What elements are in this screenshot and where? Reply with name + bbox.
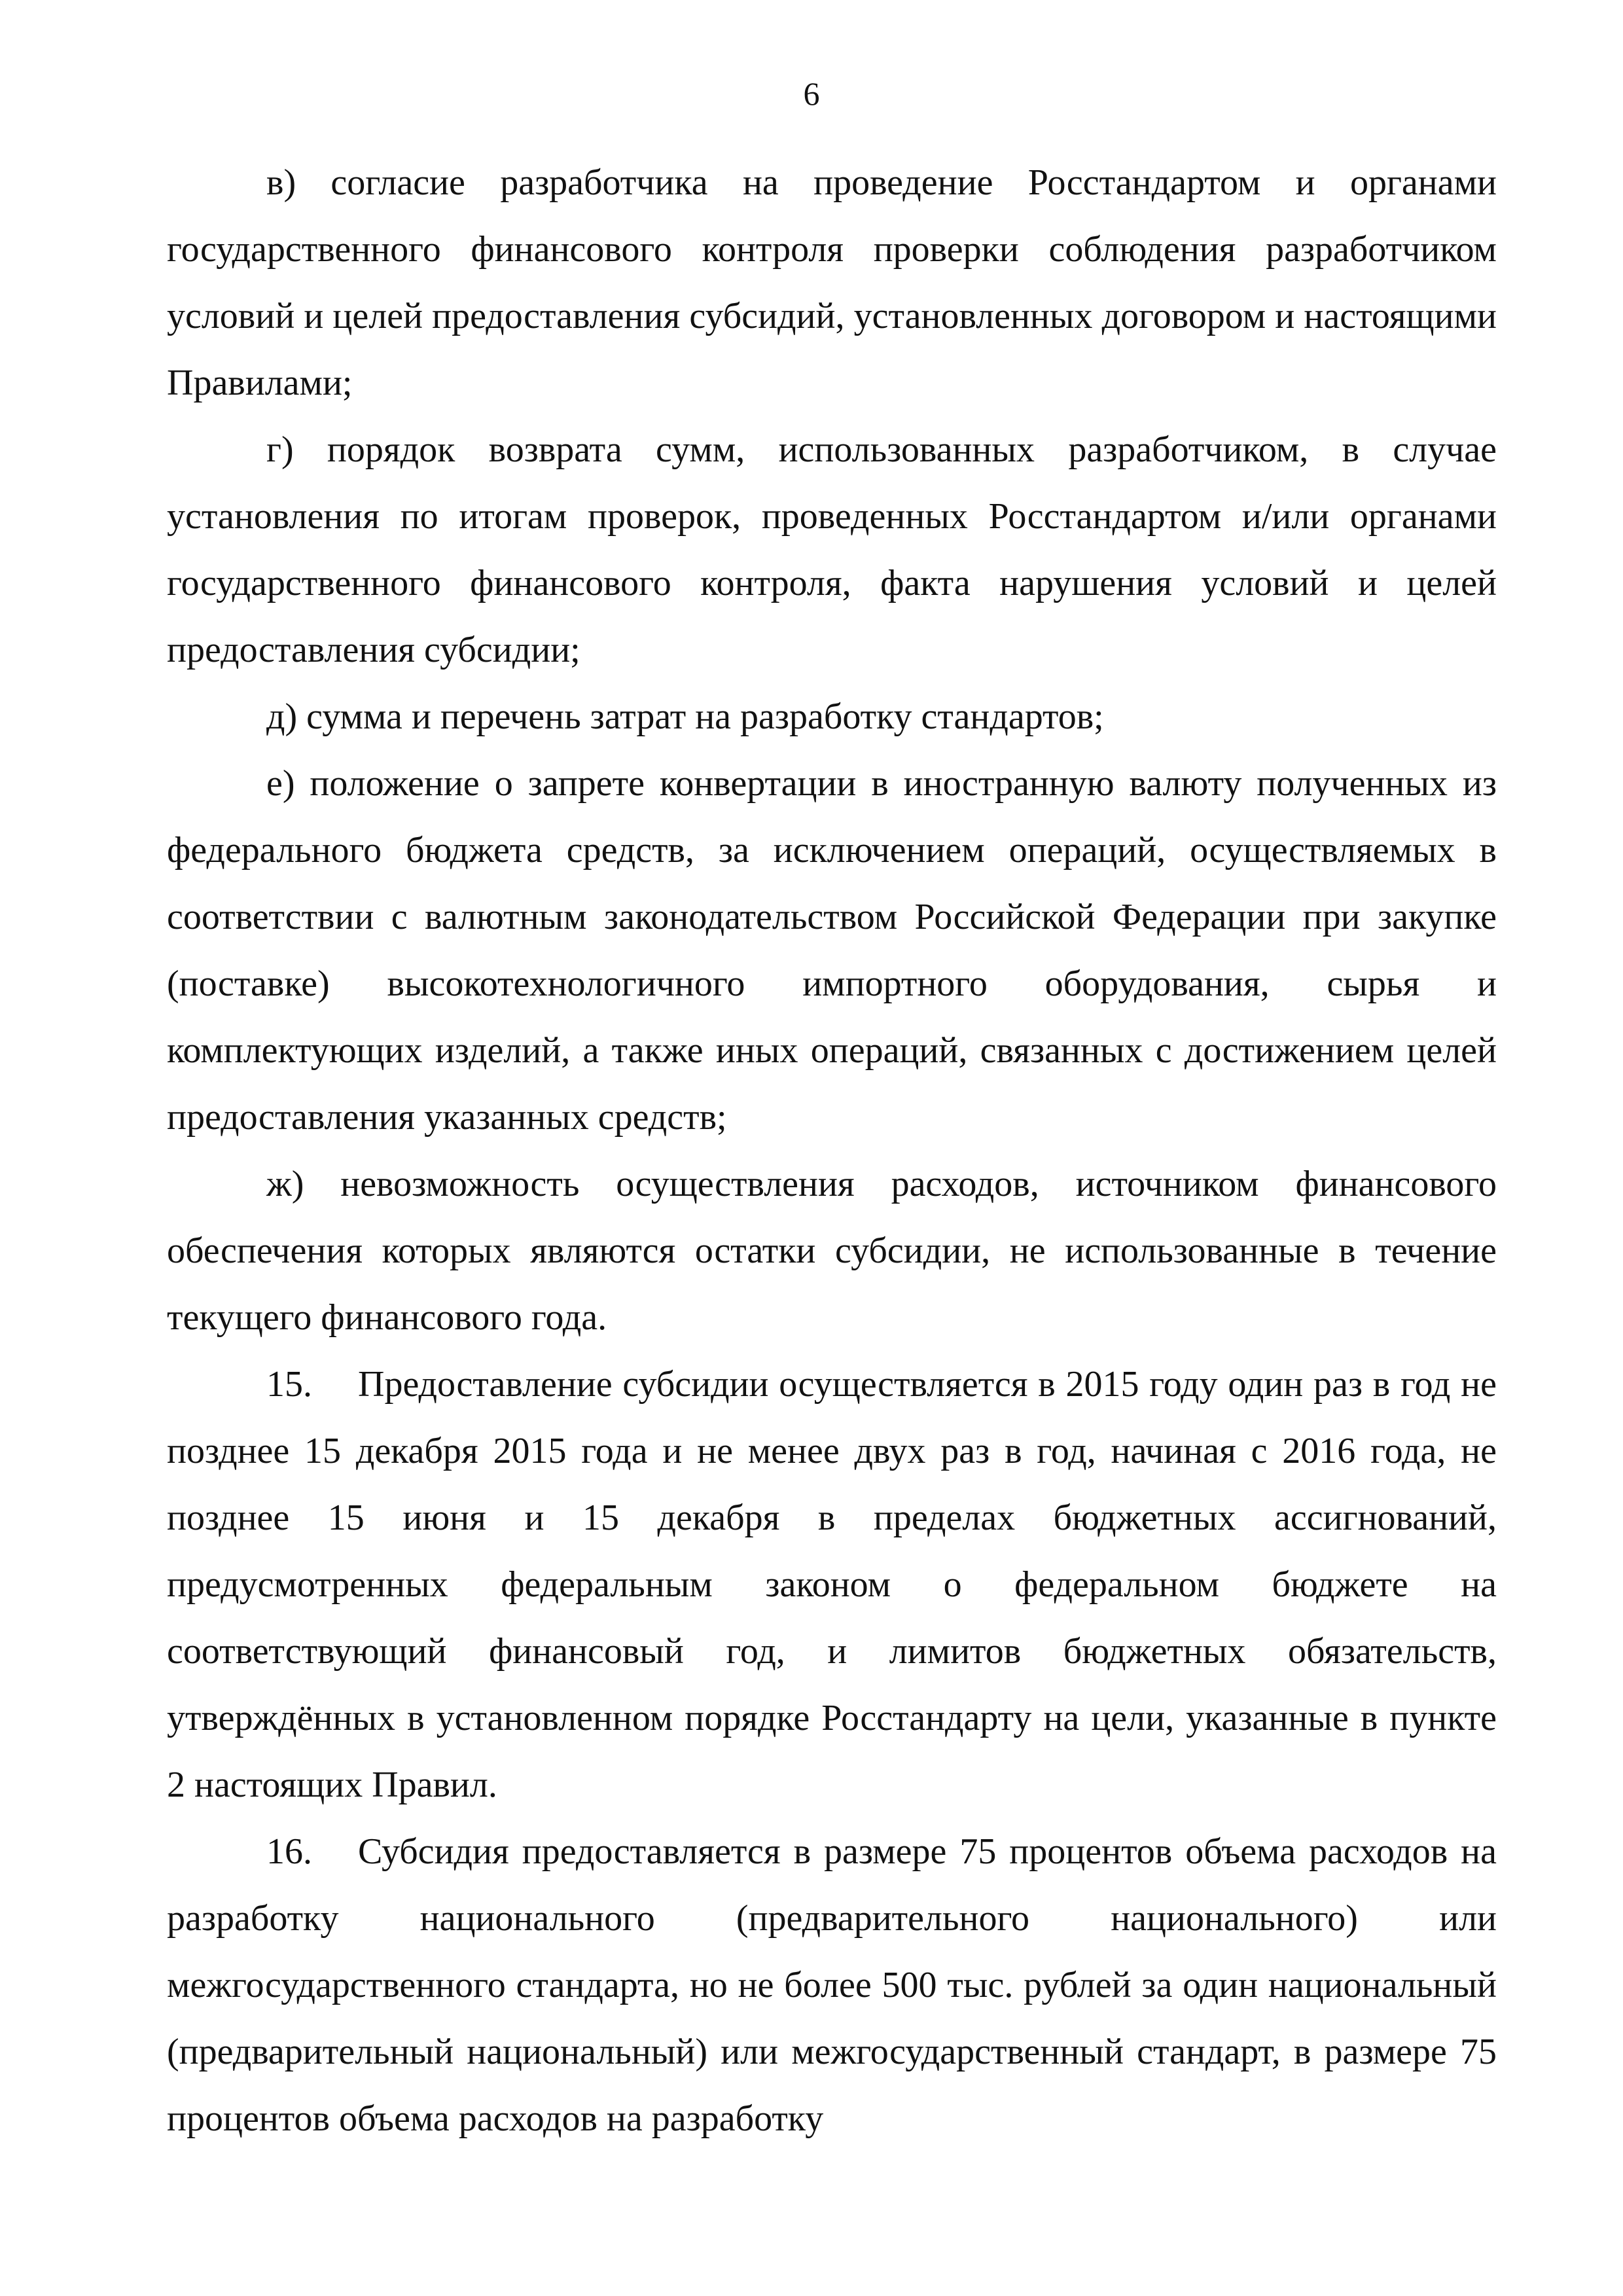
clause-15 bbox=[167, 1351, 1497, 1818]
document-body bbox=[167, 149, 1497, 2152]
clause-16-number: 16. bbox=[266, 1831, 312, 1872]
paragraph-d: д) сумма и перечень затрат на разработку стандартов; bbox=[266, 696, 1104, 737]
page-number: 6 bbox=[803, 75, 820, 112]
paragraph-g: г) порядок возврата сумм, использованных разработчиком, в случае установления по итогам проверок, проведенных Росстандартом и/или органами государственного финансового контроля, факта нарушения условий и целей предоставления субсидии; bbox=[167, 429, 1497, 670]
clause-16 bbox=[167, 1818, 1497, 2152]
clause-15-number: 15. bbox=[266, 1364, 312, 1405]
paragraph-e: е) положение о запрете конвертации в иностранную валюту полученных из федерального бюджета средств, за исключением операций, осуществляемых в соответствии с валютным законодательством Российской Федерации при закупке (поставке) высокотехнологичного импортного оборудования, сырья и комплектующих изделий, а также иных операций, связанных с достижением целей предоставления указанных средств; bbox=[167, 763, 1497, 1138]
paragraph-v: в) согласие разработчика на проведение Росстандартом и органами государственного финансового контроля проверки соблюдения разработчиком условий и целей предоставления субсидий, установленных договором и настоящими Правилами; bbox=[167, 162, 1497, 403]
clause-15-text: Предоставление субсидии осуществляется в 2015 году один раз в год не позднее 15 декабря 2015 года и не менее двух раз в год, начиная с 2016 года, не позднее 15 июня и 15 декабря в пределах бюджетных ассигнований, предусмотренных федеральным законом о федеральном бюджете на соответствующий финансовый год, и лимитов бюджетных обязательств, утверждённых в установленном порядке Росстандарту на цели, указанные в пункте 2 настоящих Правил. bbox=[167, 1364, 1497, 1805]
clause-16-text: Субсидия предоставляется в размере 75 процентов объема расходов на разработку национального (предварительного национального) или межгосударственного стандарта, но не более 500 тыс. рублей за один национальный (предварительный национальный) или межгосударственный стандарт, в размере 75 процентов объема расходов на разработку bbox=[167, 1831, 1497, 2139]
paragraph-zh: ж) невозможность осуществления расходов, источником финансового обеспечения которых являются остатки субсидии, не использованные в течение текущего финансового года. bbox=[167, 1164, 1497, 1338]
